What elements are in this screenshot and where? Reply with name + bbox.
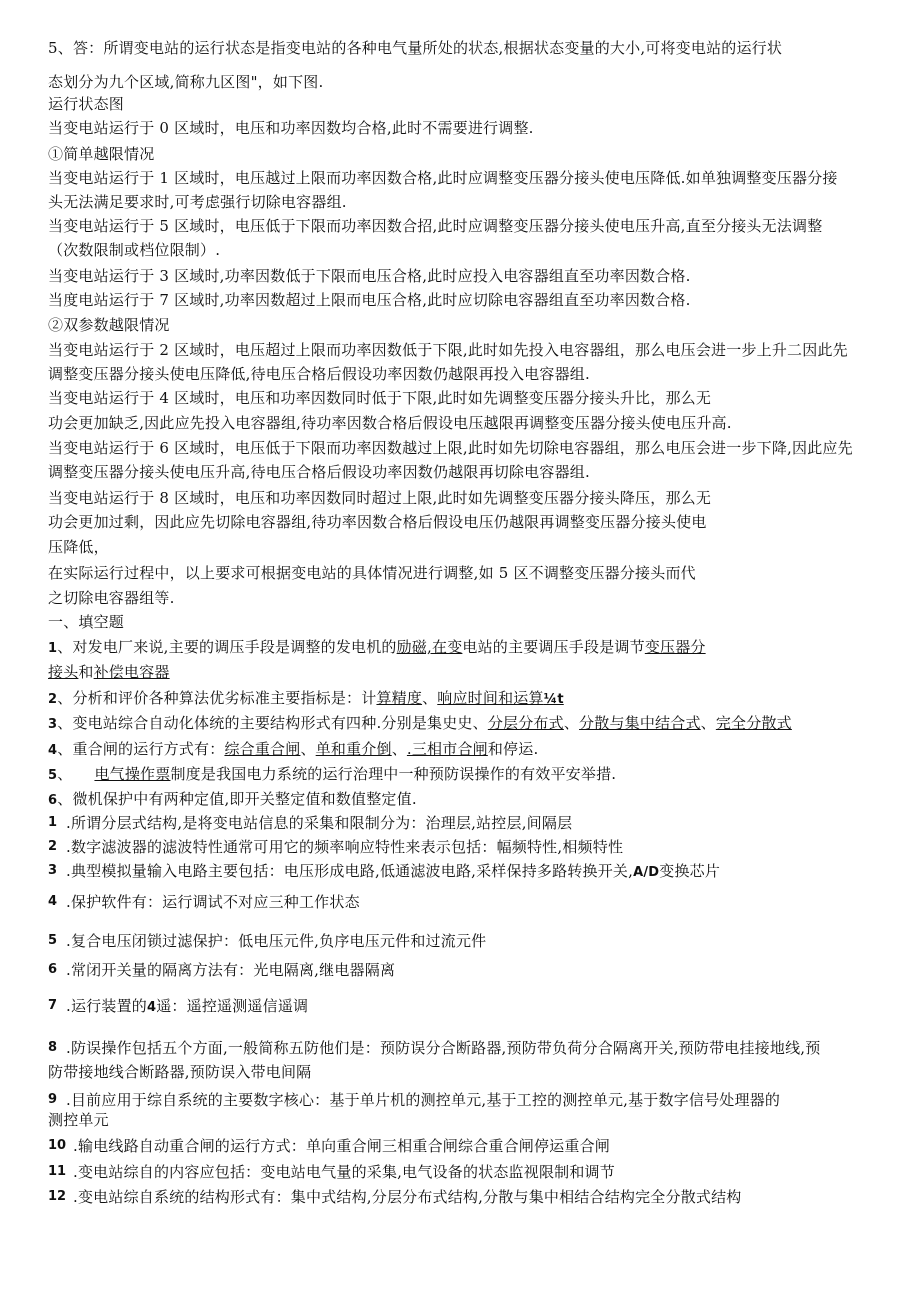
item-number: 11 <box>48 1164 67 1179</box>
para-line: 当变电站运行于 6 区域时，电压低于下限而功率因数越过上限,此时如先切除电容器组，那么电压会进一步下降,因此应先 <box>48 439 853 457</box>
item-number: 1 <box>48 815 58 830</box>
item-number: 3 <box>48 863 58 878</box>
para-line: 当度电站运行于 7 区域时,功率因数超过上限而电压合格,此时应切除电容器组直至功率因数合格. <box>48 291 691 309</box>
para-line: 当变电站运行于 3 区域时,功率因数低于下限而电压合格,此时应投入电容器组直至功率因数合格. <box>48 267 691 285</box>
para-line: （次数限制或档位限制）. <box>48 241 221 259</box>
item-text: .所谓分层式结构,是将变电站信息的采集和限制分为：治理层,站控层,间隔层 <box>66 814 573 832</box>
para-line: 头无法满足要求时,可考虑强行切除电容器组. <box>48 193 347 211</box>
question-4: 4、重合闸的运行方式有：综合重合闸、单和重介倒、.三相市合闸和停运. <box>48 740 539 758</box>
item-text: .变电站综自系统的结构形式有：集中式结构,分层分布式结构,分散与集中相结合结构完全分散式结构 <box>73 1188 742 1206</box>
subheading-dual-limit: ②双参数越限情况 <box>48 316 170 334</box>
para-line: 在实际运行过程中，以上要求可根据变电站的具体情况进行调整,如 5 区不调整变压器分接头而代 <box>48 564 696 582</box>
item-text: .目前应用于综自系统的主要数字核心：基于单片机的测控单元,基于工控的测控单元,基于数字信号处理器的 <box>66 1091 781 1109</box>
para-line: 态划分为九个区域,简称九区图"，如下图. <box>48 73 324 91</box>
item-text: .防误操作包括五个方面,一般简称五防他们是：预防误分合断路器,预防带负荷分合隔离开关,预防带电挂接地线,预 <box>66 1039 821 1057</box>
item-number: 8 <box>48 1040 58 1055</box>
item-number: 4 <box>48 894 58 909</box>
para-line: 调整变压器分接头使电压升高,待电压合格后假设功率因数仍越限再切除电容器组. <box>48 463 590 481</box>
question-3: 3、变电站综合自动化体统的主要结构形式有四种.分别是集史史、分层分布式、分散与集中结合式、完全分散式 <box>48 714 792 732</box>
para-line: 当变电站运行于 8 区域时，电压和功率因数同时超过上限,此时如先调整变压器分接头降压，那么无 <box>48 489 712 507</box>
item-number: 2 <box>48 839 58 854</box>
para-line: 调整变压器分接头使电压降低,待电压合格后假设功率因数仍越限再投入电容器组. <box>48 365 590 383</box>
item-number: 6 <box>48 962 58 977</box>
para-line: 当变电站运行于 0 区域时，电压和功率因数均合格,此时不需要进行调整. <box>48 119 534 137</box>
para-line: 压降低， <box>48 538 109 556</box>
item-number: 7 <box>48 998 58 1013</box>
question-1: 1、对发电厂来说,主要的调压手段是调整的发电机的励磁,在变电站的主要调压手段是调节变压器分 <box>48 638 706 656</box>
question-1-cont: 接头和补偿电容器 <box>48 663 170 681</box>
item-text: .常闭开关量的隔离方法有：光电隔离,继电器隔离 <box>66 961 396 979</box>
item-text: .输电线路自动重合闸的运行方式：单向重合闸三相重合闸综合重合闸停运重合闸 <box>73 1137 610 1155</box>
heading-state-diagram: 运行状态图 <box>48 95 125 113</box>
item-text: .数字滤波器的滤波特性通常可用它的频率响应特性来表示包括：幅频特性,相频特性 <box>66 838 624 856</box>
item-text: .典型模拟量输入电路主要包括：电压形成电路,低通滤波电路,采样保持多路转换开关,A/D变换芯片 <box>66 862 721 880</box>
para-line: 之切除电容器组等. <box>48 589 175 607</box>
subheading-simple-limit: ①简单越限情况 <box>48 145 155 163</box>
para-line: 功会更加过剩，因此应先切除电容器组,待功率因数合格后假设电压仍越限再调整变压器分接头使电 <box>48 513 707 531</box>
item-text: .变电站综自的内容应包括：变电站电气量的采集,电气设备的状态监视限制和调节 <box>73 1163 615 1181</box>
para-line: 功会更加缺乏,因此应先投入电容器组,待功率因数合格后假设电压越限再调整变压器分接头使电压升高. <box>48 414 732 432</box>
item-text-cont: 防带接地线合断路器,预防误入带电间隔 <box>48 1063 312 1081</box>
para-line: 5、答：所谓变电站的运行状态是指变电站的各种电气量所处的状态,根据状态变量的大小,可将变电站的运行状 <box>48 39 783 57</box>
question-6: 6、微机保护中有两种定值,即开关整定值和数值整定值. <box>48 790 417 808</box>
item-number: 10 <box>48 1138 67 1153</box>
para-line: 当变电站运行于 4 区域时，电压和功率因数同时低于下限,此时如先调整变压器分接头升比，那么无 <box>48 389 712 407</box>
item-number: 5 <box>48 933 58 948</box>
item-text-cont: 测控单元 <box>48 1111 109 1129</box>
item-number: 12 <box>48 1189 67 1204</box>
para-line: 当变电站运行于 1 区域时，电压越过上限而功率因数合格,此时应调整变压器分接头使电压降低.如单独调整变压器分接 <box>48 169 838 187</box>
para-line: 当变电站运行于 2 区域时，电压超过上限而功率因数低于下限,此时如先投入电容器组，那么电压会进一步上升二因此先 <box>48 341 848 359</box>
item-text: .运行装置的4遥：遥控遥测遥信遥调 <box>66 997 309 1015</box>
item-number: 9 <box>48 1092 58 1107</box>
question-2: 2、分析和评价各种算法优劣标准主要指标是：计算精度、响应时间和运算¼t <box>48 689 564 707</box>
section-heading-fill: 一、填空题 <box>48 613 125 631</box>
para-line: 当变电站运行于 5 区域时，电压低于下限而功率因数合招,此时应调整变压器分接头使电压升高,直至分接头无法调整 <box>48 217 823 235</box>
question-5: 5、 电气操作票制度是我国电力系统的运行治理中一种预防误操作的有效平安举措. <box>48 765 617 783</box>
item-text: .复合电压闭锁过滤保护：低电压元件,负序电压元件和过流元件 <box>66 932 487 950</box>
item-text: .保护软件有：运行调试不对应三种工作状态 <box>66 893 360 911</box>
